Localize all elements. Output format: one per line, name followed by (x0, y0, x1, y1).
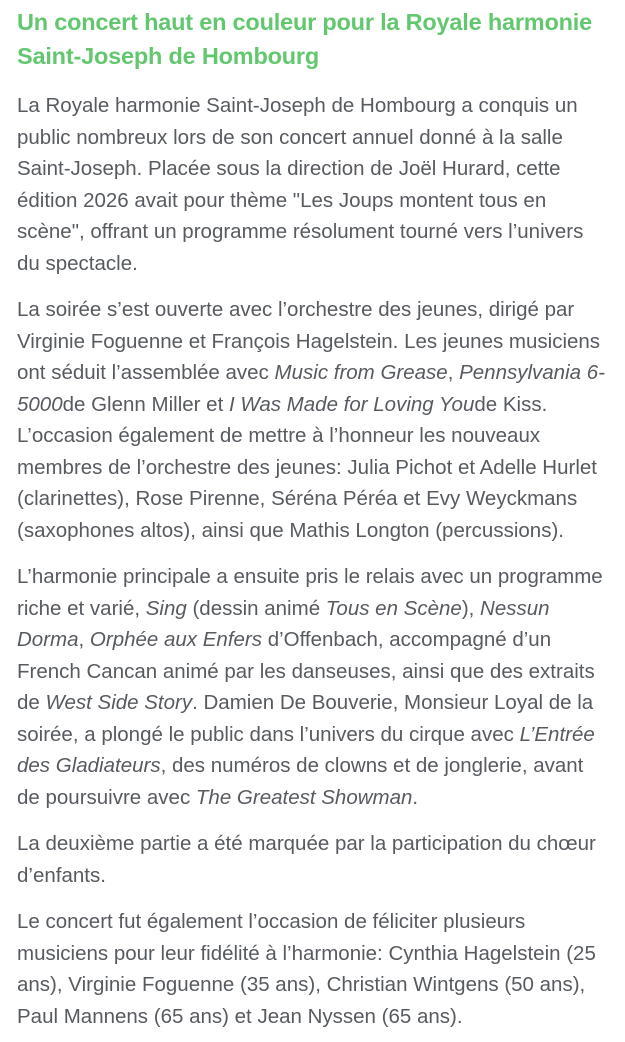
text-run: , des numéros de clowns et de jonglerie, avant de poursuivre avec (17, 754, 584, 809)
italic-run: West Side Story (45, 691, 193, 714)
italic-run: I Was Made for Loving You (228, 392, 475, 416)
text-run: de Glenn Miller et (62, 392, 229, 416)
paragraph (17, 906, 609, 1032)
paragraph (17, 828, 609, 891)
paragraph (17, 561, 609, 813)
text-run: L’harmonie principale a ensuite pris le relais avec un programme riche et varié, (17, 565, 603, 620)
italic-run: Orphée aux Enfers (89, 628, 262, 651)
italic-run: Pennsylvania 6-5000 (17, 361, 605, 416)
text-run: La soirée s’est ouverte avec l’orchestre des jeunes, dirigé par Virginie Foguenne et François Hagelstein. Les jeunes musiciens ont séduit l’assemblée avec (17, 298, 601, 384)
article-title: Un concert haut en couleur pour la Royale harmonie Saint-Joseph de Hombourg (17, 9, 592, 69)
italic-run: Nessun Dorma (17, 596, 550, 651)
text-run: La Royale harmonie Saint-Joseph de Hombourg a conquis un public nombreux lors de son concert annuel donné à la salle Saint-Joseph. Placée sous la direction de Joël Hurard, cette édition 2026 avait pour thème "Les Joups montent tous en scène", offrant un programme résolument tourné vers l’univers du spectacle. (17, 94, 584, 275)
text-run: La deuxième partie a été marquée par la participation du chœur d’enfants. (17, 832, 596, 887)
text-run: , (78, 628, 90, 651)
article-body (17, 90, 609, 1032)
text-run: de Kiss. L’occasion également de mettre à l’honneur les nouveaux membres de l’orchestre des jeunes: Julia Pichot et Adelle Hurlet (clarinettes), Rose Pirenne, Séréna Péréa et Evy Weyckmans (saxophones altos), ainsi que Mathis Longton (percussions). (17, 392, 597, 542)
text-run: d’Offenbach, accompagné d’un French Cancan animé par les danseuses, ainsi que des extraits de (17, 628, 595, 714)
paragraph (17, 90, 609, 279)
italic-run: Sing (145, 596, 187, 620)
text-run: . (412, 785, 419, 809)
italic-run: Music from Grease (274, 361, 448, 384)
italic-run: The Greatest Showman (195, 785, 413, 809)
text-run: . Damien De Bouverie, Monsieur Loyal de la soirée, a plongé le public dans l’univers du cirque avec (17, 691, 594, 746)
text-run: (dessin animé (186, 596, 326, 620)
paragraph (17, 294, 609, 546)
text-run: ), (461, 596, 481, 620)
text-run: , (447, 361, 460, 384)
italic-run: Tous en Scène (325, 596, 462, 620)
text-run: Le concert fut également l’occasion de féliciter plusieurs musiciens pour leur fidélité à l’harmonie: Cynthia Hagelstein (25 ans), Virginie Foguenne (35 ans), Christian Wintgens (50 ans), Paul Mannens (65 ans) et Jean Nyssen (65 ans). (17, 910, 596, 1028)
italic-run: L’Entrée des Gladiateurs (17, 722, 595, 777)
